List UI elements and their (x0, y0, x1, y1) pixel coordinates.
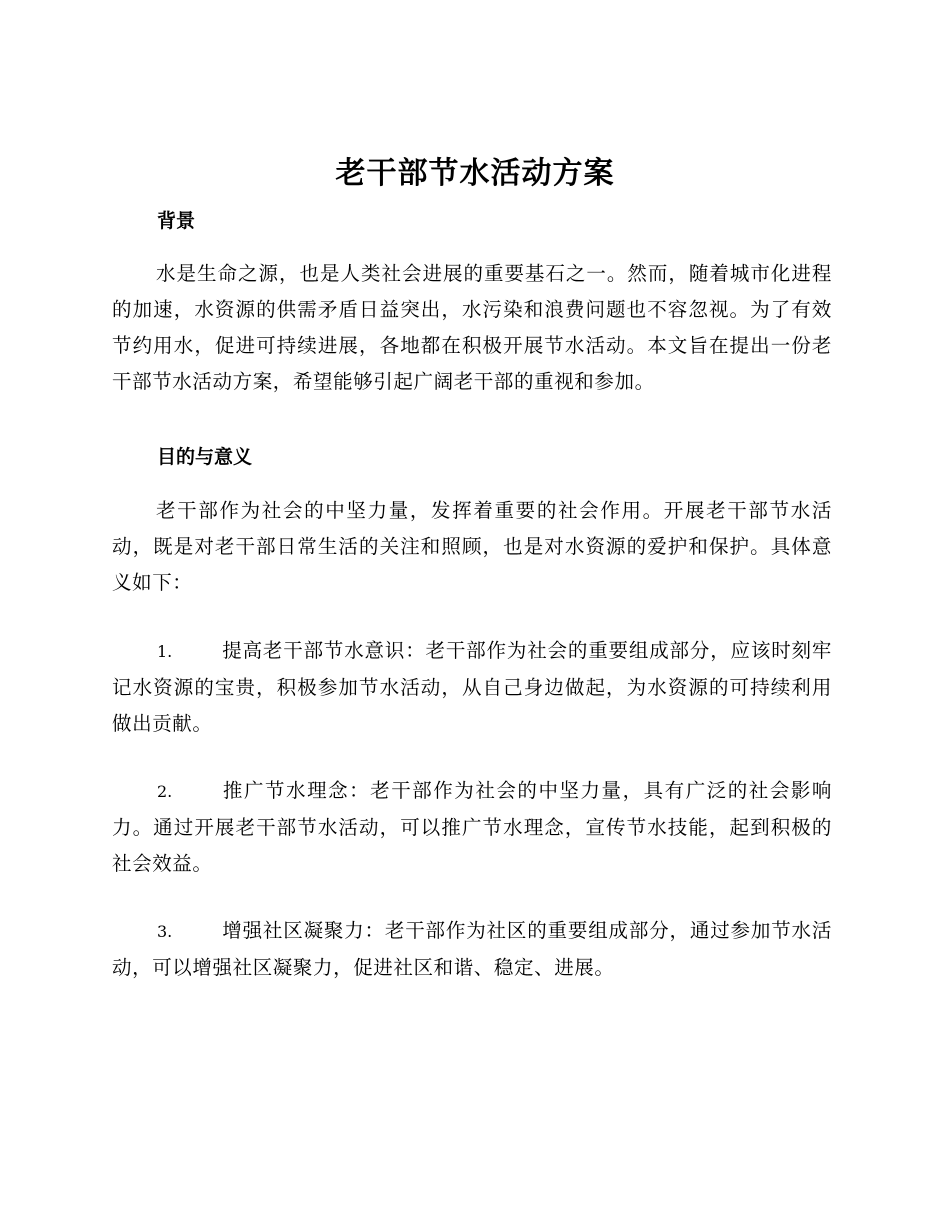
list-item-number: 2. (157, 782, 173, 801)
list-item-text: 推广节水理念：老干部作为社会的中坚力量，具有广泛的社会影响力。通过开展老干部节水活动，可以推广节水理念，宣传节水技能，起到积极的社会效益。 (112, 779, 832, 875)
list-item (112, 633, 832, 742)
list-item (112, 913, 832, 986)
section-heading-purpose: 目的与意义 (157, 446, 253, 468)
section-heading-background: 背景 (157, 210, 196, 232)
list-item-text: 提高老干部节水意识：老干部作为社会的重要组成部分，应该时刻牢记水资源的宝贵，积极参加节水活动，从自己身边做起，为水资源的可持续利用做出贡献。 (112, 639, 832, 735)
list-item-number: 1. (157, 642, 173, 661)
background-paragraph: 水是生命之源，也是人类社会进展的重要基石之一。然而，随着城市化进程的加速，水资源的供需矛盾日益突出，水污染和浪费问题也不容忽视。为了有效节约用水，促进可持续进展，各地都在积极开展节水活动。本文旨在提出一份老干部节水活动方案，希望能够引起广阔老干部的重视和参加。 (112, 262, 832, 393)
list-item-text: 增强社区凝聚力：老干部作为社区的重要组成部分，通过参加节水活动，可以增强社区凝聚力，促进社区和谐、稳定、进展。 (112, 919, 832, 979)
list-item-number: 3. (157, 922, 173, 941)
list-item (112, 773, 832, 882)
purpose-paragraph: 老干部作为社会的中坚力量，发挥着重要的社会作用。开展老干部节水活动，既是对老干部日常生活的关注和照顾，也是对水资源的爱护和保护。具体意义如下： (112, 499, 832, 594)
document-title: 老干部节水活动方案 (335, 156, 615, 191)
